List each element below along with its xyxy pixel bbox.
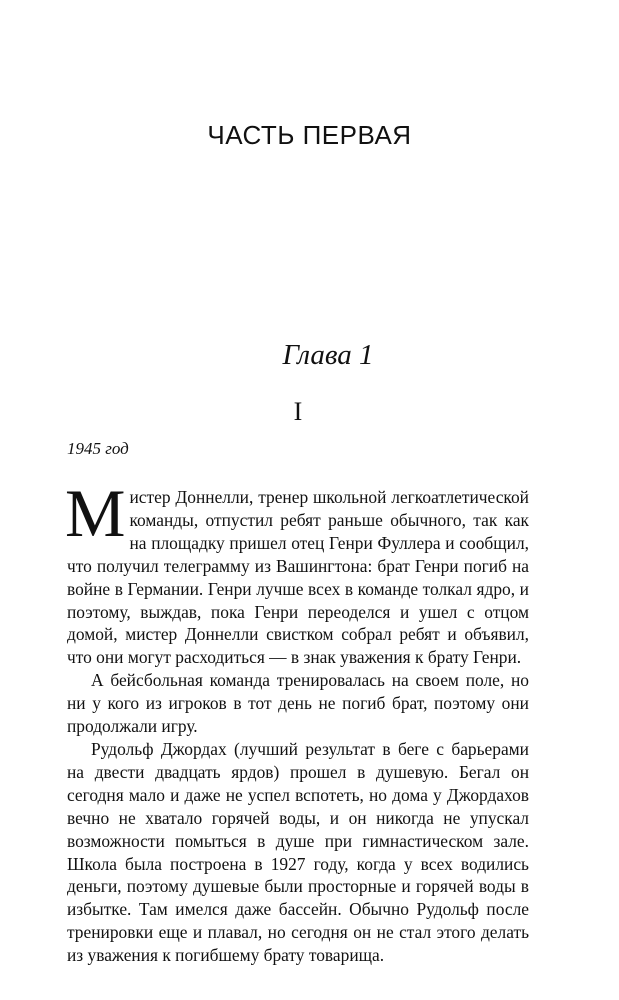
year-label: 1945 год <box>67 439 129 458</box>
chapter-title: Глава 1 <box>282 339 374 371</box>
part-title: ЧАСТЬ ПЕРВАЯ <box>207 120 412 150</box>
paragraph-1-text: истер Доннелли, тренер школьной легкоатлетической команды, отпустил ребят раньше обычного, так как на площадку пришел отец Генри Фуллера и сообщил, что получил телеграмму из Вашингтона: брат Генри погиб на войне в Германии. Генри лучше всех в команде толкал ядро, и поэтому, выждав, пока Генри переоделся и ушел с отцом домой, мистер Доннелли свистком собрал ребят и объявил, что они могут расходиться — в знак уважения к брату Генри. <box>67 487 529 668</box>
paragraph-1 <box>65 475 529 669</box>
body-text <box>65 475 529 967</box>
section-number: I <box>293 397 303 426</box>
paragraph-3: Рудольф Джордах (лучший результат в беге с барьерами на двести двадцать ярдов) прошел в душевую. Бегал он сегодня мало и даже не успел вспотеть, но дома у Джордахов вечно не хватало горячей воды, и он никогда не упускал возможности помыться в душе при гимнастическом зале. Школа была построена в 1927 году, когда у всех водились деньги, поэтому душевые были просторные и горячей воды в избытке. Там имелся даже бассейн. Обычно Рудольф после тренировки еще и плавал, но сегодня он не стал этого делать из уважения к погибшему брату товарища. <box>67 738 529 966</box>
paragraph-2: А бейсбольная команда тренировалась на своем поле, но ни у кого из игроков в тот день не погиб брат, поэтому они продолжали игру. <box>67 670 529 737</box>
drop-cap: М <box>65 475 126 551</box>
